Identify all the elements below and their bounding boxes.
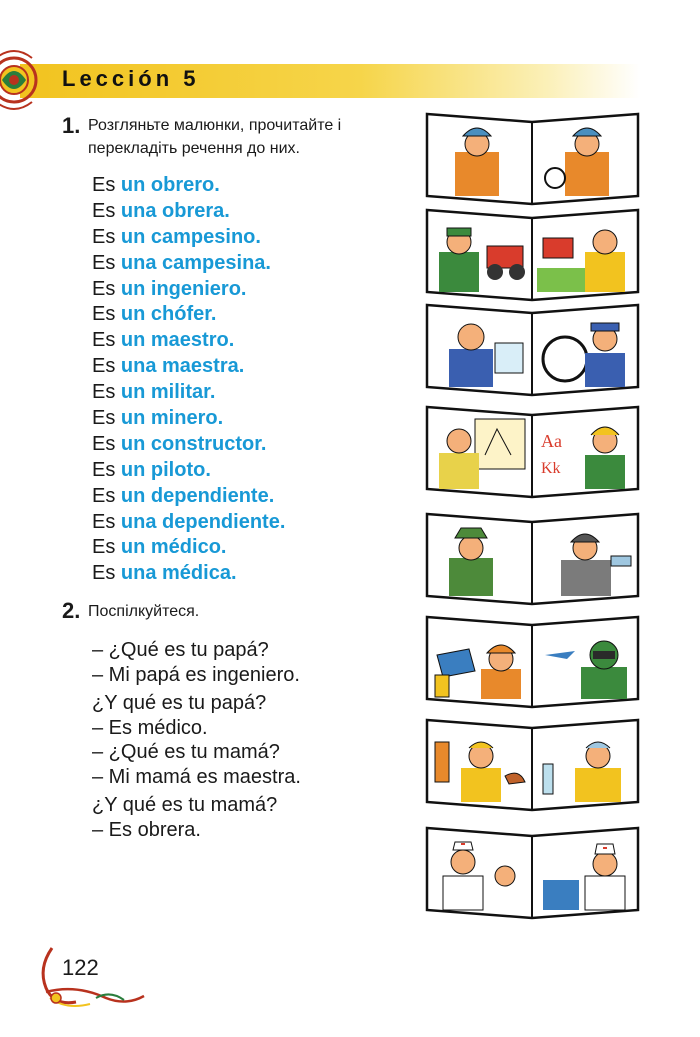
profession-noun: un obrero (120, 174, 215, 196)
sentence-row: Es un obrero. (92, 174, 220, 196)
profession-noun: un campesino (120, 225, 256, 248)
svg-text:Kk: Kk (541, 460, 561, 477)
shop-assistants-illustration (425, 718, 640, 812)
military-miner-illustration (425, 512, 640, 606)
svg-text:Aa: Aa (541, 431, 562, 451)
sentence-row: Es una dependiente. (92, 510, 286, 533)
sentence-row: Es un campesino. (92, 225, 261, 248)
sentence-row: Es un médico. (92, 536, 227, 559)
profession-noun: un médico (120, 536, 221, 559)
dialogue-line: ¿Y qué es tu mamá? (92, 794, 278, 816)
sentence-row: Es un ingeniero. (92, 277, 247, 300)
sentence-row: Es un constructor. (92, 432, 267, 455)
profession-noun: una maestra (120, 355, 239, 378)
sentence-row: Es un chófer. (92, 303, 217, 326)
sentence-list (92, 172, 285, 586)
profession-noun: un constructor (120, 432, 261, 455)
sentence-row: Es una campesina. (92, 251, 271, 274)
sentence-row: Es un minero. (92, 407, 224, 430)
doctors-illustration (425, 826, 640, 920)
exercise-2-number: 2. (62, 598, 81, 623)
engineer-driver-illustration (425, 303, 640, 397)
sentence-row: Es un militar. (92, 381, 216, 404)
profession-noun: una médica (120, 562, 231, 585)
dialogue-line: – Mi mamá es maestra. (92, 765, 301, 788)
dialogue-line: – Es obrera. (92, 818, 201, 841)
lesson-title: Lección 5 (62, 66, 200, 91)
profession-noun: un chófer (120, 303, 211, 326)
sentence-row: Es un maestro. (92, 329, 235, 352)
profession-noun: una dependiente (120, 510, 280, 533)
exercise-1-instruction-line-1: Розгляньте малюнки, прочитайте і (88, 117, 342, 134)
exercise-1-instruction-line-2: перекладіть речення до них. (88, 140, 300, 157)
teachers-illustration (425, 405, 640, 499)
builder-pilot-illustration (425, 615, 640, 709)
workers-illustration (425, 112, 640, 206)
farmers-illustration (425, 208, 640, 302)
profession-noun: un militar (120, 381, 210, 404)
page-number: 122 (62, 955, 99, 980)
sentence-row: Es una médica. (92, 562, 237, 585)
profession-noun: un maestro (120, 329, 229, 352)
dialogue-line: ¿Y qué es tu papá? (92, 692, 267, 714)
profession-noun: un dependiente (120, 484, 269, 507)
profession-noun: un ingeniero (120, 277, 241, 300)
dialogue-line: – Mi papá es ingeniero. (92, 663, 300, 686)
profession-noun: una obrera (120, 199, 225, 222)
dialogue-line: – ¿Qué es tu mamá? (92, 741, 280, 763)
profession-noun: un piloto (120, 458, 206, 481)
profession-noun: un minero (120, 407, 218, 430)
dialogue-line: – ¿Qué es tu papá? (92, 639, 269, 661)
profession-noun: una campesina (120, 251, 266, 274)
exercise-2-instruction: Поспілкуйтеся. (88, 603, 200, 620)
sentence-row: Es un dependiente. (92, 484, 275, 507)
sentence-row: Es un piloto. (92, 458, 211, 481)
sentence-row: Es una obrera. (92, 199, 230, 222)
dialogue-line: – Es médico. (92, 716, 208, 739)
celtic-ornament-icon (0, 44, 48, 116)
sentence-row: Es una maestra. (92, 355, 245, 378)
exercise-1-number: 1. (62, 113, 81, 138)
dialogue (92, 638, 301, 842)
